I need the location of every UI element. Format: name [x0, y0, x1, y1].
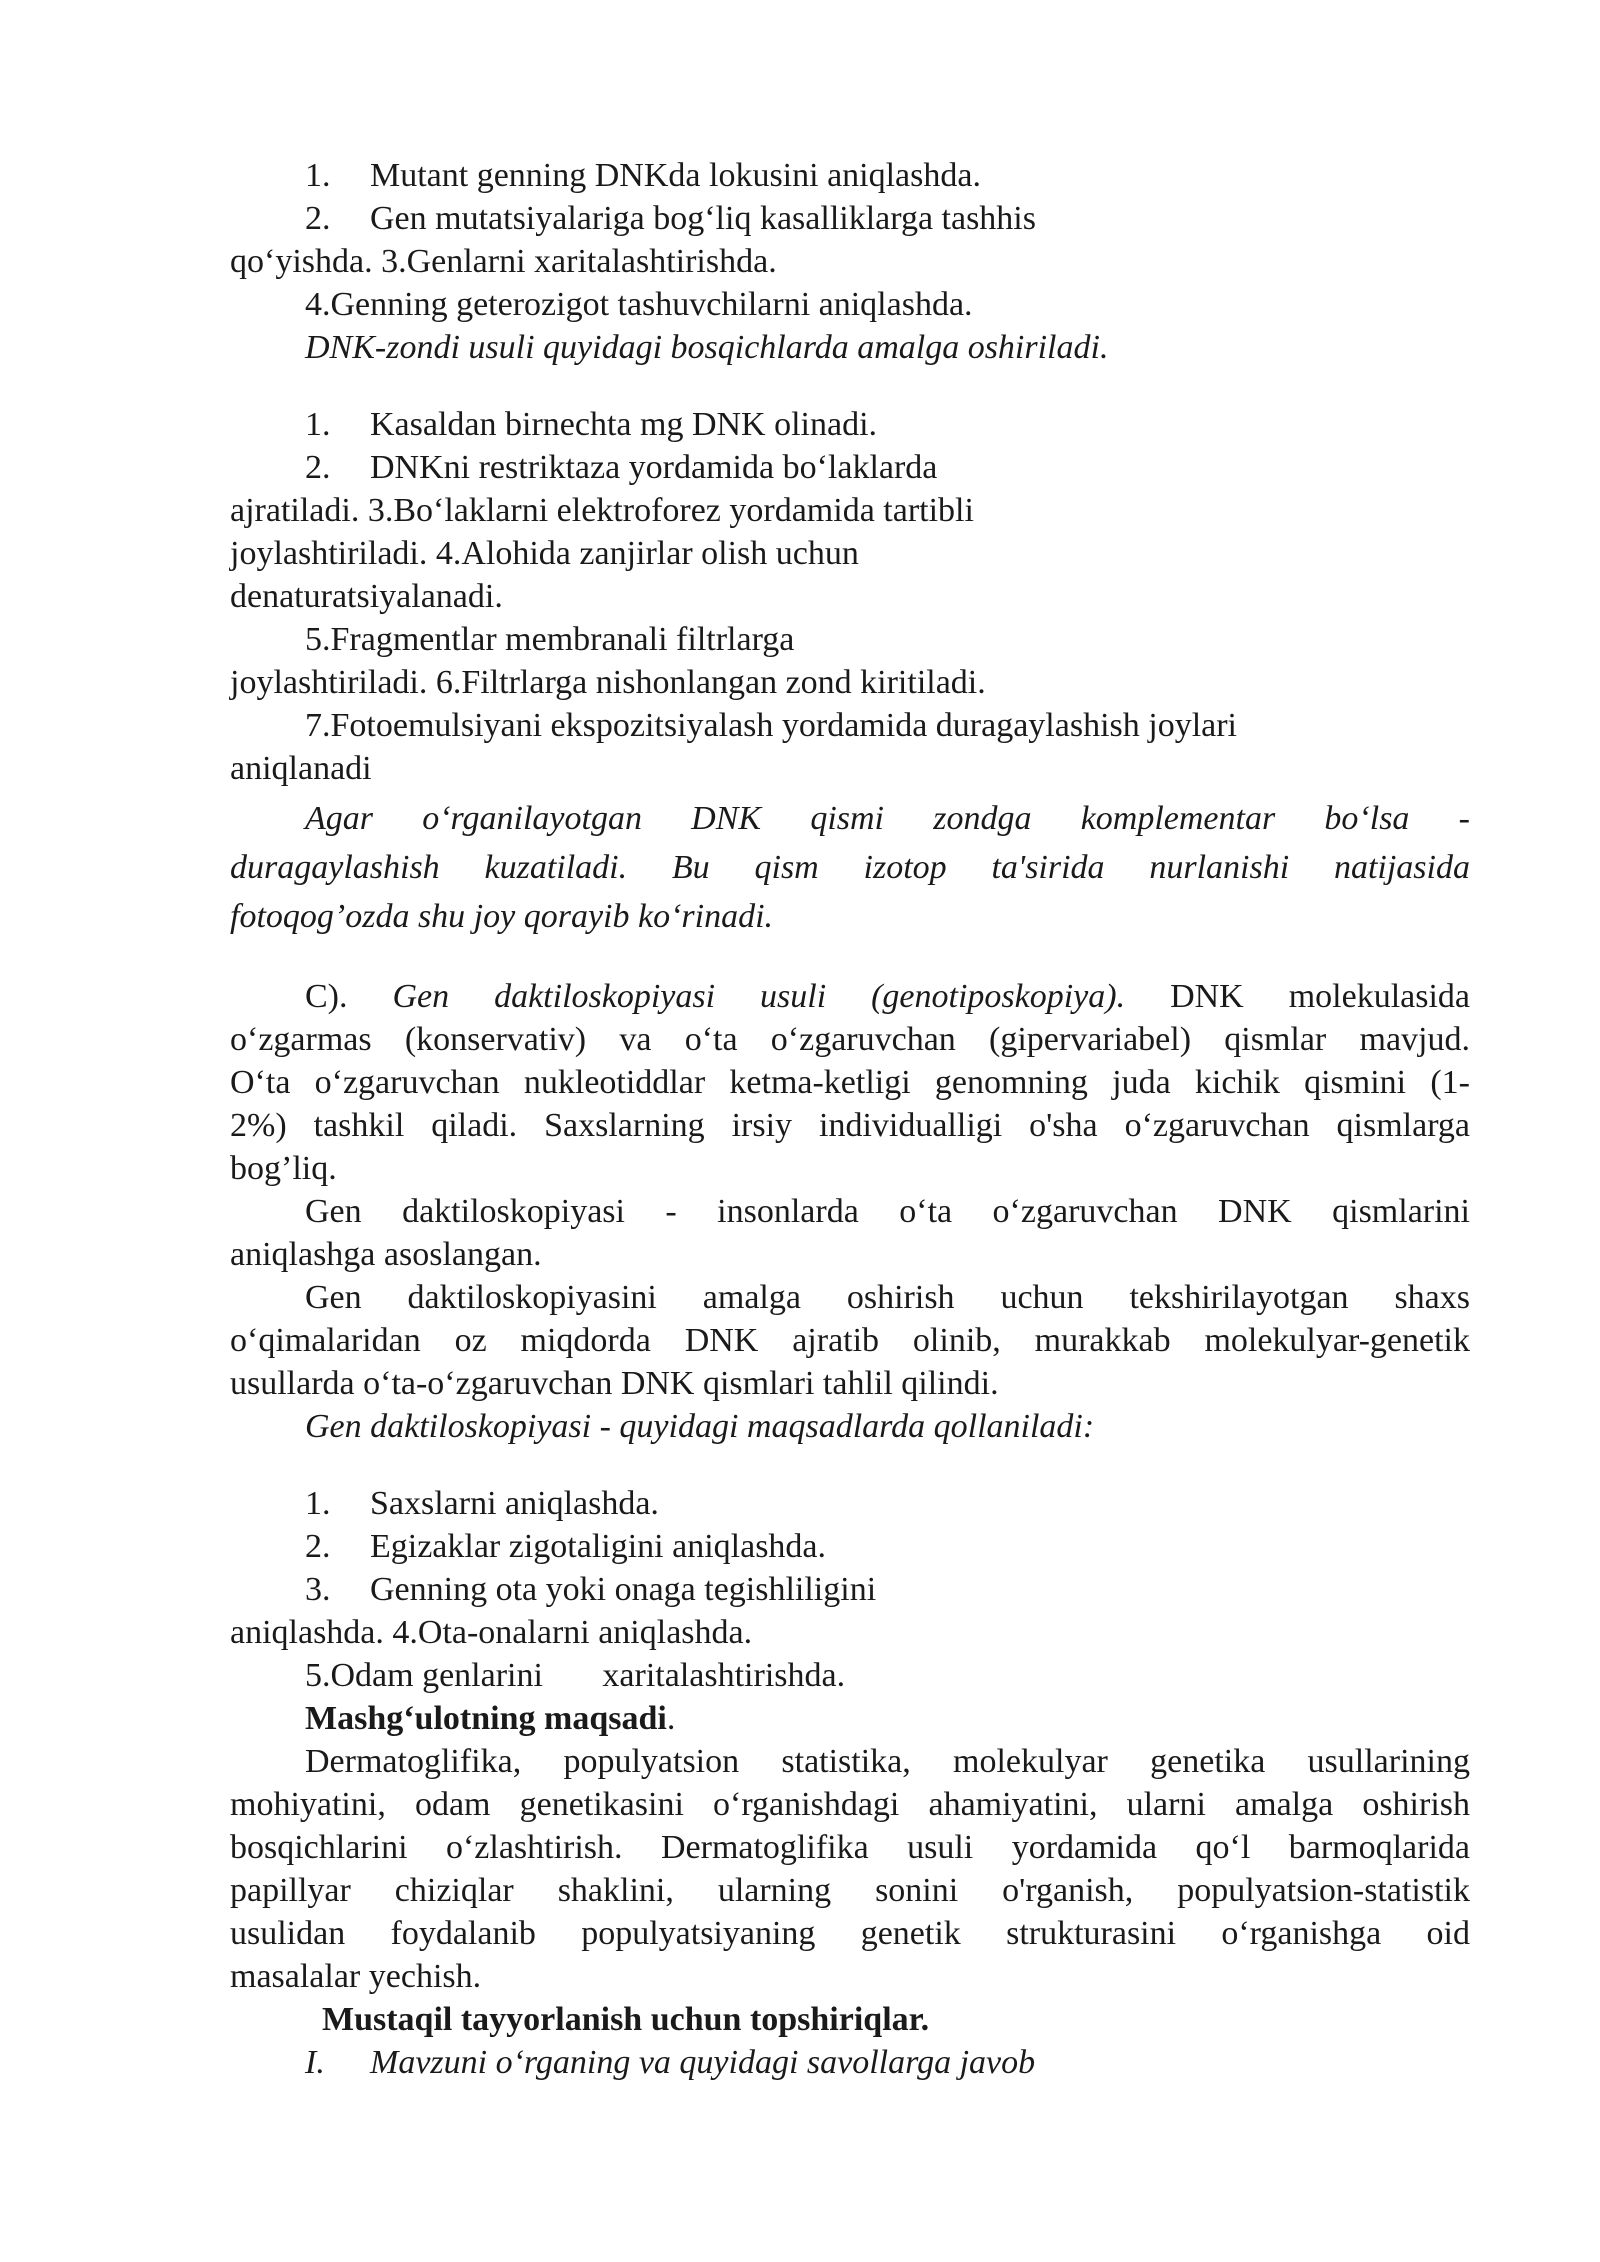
text-line: 4.Genning geterozigot tashuvchilarni aniqlashda. — [305, 286, 973, 323]
text-line: aniqlashga asoslangan. — [230, 1236, 542, 1273]
text-line: joylashtiriladi. 6.Filtrlarga nishonlangan zond kiritiladi. — [230, 664, 986, 701]
text-line: aniqlanadi — [230, 750, 372, 787]
text-line: 5.Odam genlarini xaritalashtirishda. — [305, 1657, 846, 1694]
text-line: Gen daktiloskopiyasini amalga oshirish uchun tekshirilayotgan shaxs — [305, 1279, 1470, 1316]
text-line: bog’liq. — [230, 1150, 337, 1187]
list-item: 2. DNKni restriktaza yordamida bo‘laklarda — [305, 449, 938, 486]
note-line: duragaylashish kuzatiladi. Bu qism izotop ta'sirida nurlanishi natijasida — [230, 849, 1470, 886]
text-line: Gen daktiloskopiyasi - insonlarda o‘ta o‘zgaruvchan DNK qismlarini — [305, 1193, 1470, 1230]
text-line: bosqichlarini o‘zlashtirish. Dermatoglifika usuli yordamida qo‘l barmoqlarida — [230, 1829, 1470, 1866]
text-line: 5.Fragmentlar membranali filtrlarga — [305, 621, 795, 658]
section-c-title: Gen daktiloskopiyasi usuli (genotiposkopiya). — [392, 978, 1126, 1015]
list-item: I. Mavzuni o‘rganing va quyidagi savollarga javob — [305, 2044, 1036, 2081]
text-line: o‘qimalaridan oz miqdorda DNK ajratib olinib, murakkab molekulyar-genetik — [230, 1322, 1470, 1359]
text-line: papillyar chiziqlar shaklini, ularning sonini o'rganish, populyatsion-statistik — [230, 1872, 1470, 1909]
list-item: 3. Genning ota yoki onaga tegishliligini — [305, 1571, 877, 1608]
list-item: 2. Egizaklar zigotaligini aniqlashda. — [305, 1528, 827, 1565]
text-line: o‘zgarmas (konservativ) va o‘ta o‘zgaruvchan (gipervariabel) qismlar mavjud. — [230, 1021, 1470, 1058]
section-subtitle: Gen daktiloskopiyasi - quyidagi maqsadlarda qollaniladi: — [305, 1408, 1095, 1445]
list-item: 2. Gen mutatsiyalariga bog‘liq kasalliklarga tashhis — [305, 200, 1036, 237]
goal-heading: Mashg‘ulotning maqsadi. — [305, 1700, 676, 1737]
note-line: fotoqog’ozda shu joy qorayib ko‘rinadi. — [230, 898, 774, 935]
list-item: 1. Kasaldan birnechta mg DNK olinadi. — [305, 406, 878, 443]
text-line: Dermatoglifika, populyatsion statistika, molekulyar genetika usullarining — [305, 1743, 1470, 1780]
text-line: usulidan foydalanib populyatsiyaning genetik strukturasini o‘rganishga oid — [230, 1915, 1470, 1952]
note-line: Agar o‘rganilayotgan DNK qismi zondga komplementar bo‘lsa - — [305, 800, 1470, 837]
text-line: 2%) tashkil qiladi. Saxslarning irsiy individualligi o'sha o‘zgaruvchan qismlarga — [230, 1107, 1470, 1144]
text-line: aniqlashda. 4.Ota-onalarni aniqlashda. — [230, 1614, 753, 1651]
text-line: ajratiladi. 3.Bo‘laklarni elektroforez yordamida tartibli — [230, 492, 974, 529]
list-item: 1. Saxslarni aniqlashda. — [305, 1485, 659, 1522]
tasks-heading: Mustaqil tayyorlanish uchun topshiriqlar. — [322, 2001, 930, 2038]
text-line: joylashtiriladi. 4.Alohida zanjirlar olish uchun — [230, 535, 859, 572]
text-line: 7.Fotoemulsiyani ekspozitsiyalash yordamida duragaylashish joylari — [305, 707, 1237, 744]
text-line: mohiyatini, odam genetikasini o‘rganishdagi ahamiyatini, ularni amalga oshirish — [230, 1786, 1470, 1823]
text-line: O‘ta o‘zgaruvchan nukleotiddlar ketma-ketligi genomning juda kichik qismini (1- — [230, 1064, 1470, 1101]
text-line: usullarda o‘ta-o‘zgaruvchan DNK qismlari tahlil qilindi. — [230, 1365, 999, 1402]
section-subtitle: DNK-zondi usuli quyidagi bosqichlarda amalga oshiriladi. — [305, 329, 1109, 366]
list-item: 1. Mutant genning DNKda lokusini aniqlashda. — [305, 157, 981, 194]
section-c-heading: C). Gen daktiloskopiyasi usuli (genotiposkopiya). DNK molekulasida — [305, 978, 1470, 1015]
text-line: masalalar yechish. — [230, 1958, 482, 1995]
text-line: denaturatsiyalanadi. — [230, 578, 503, 615]
text-line: qo‘yishda. 3.Genlarni xaritalashtirishda. — [230, 243, 777, 280]
